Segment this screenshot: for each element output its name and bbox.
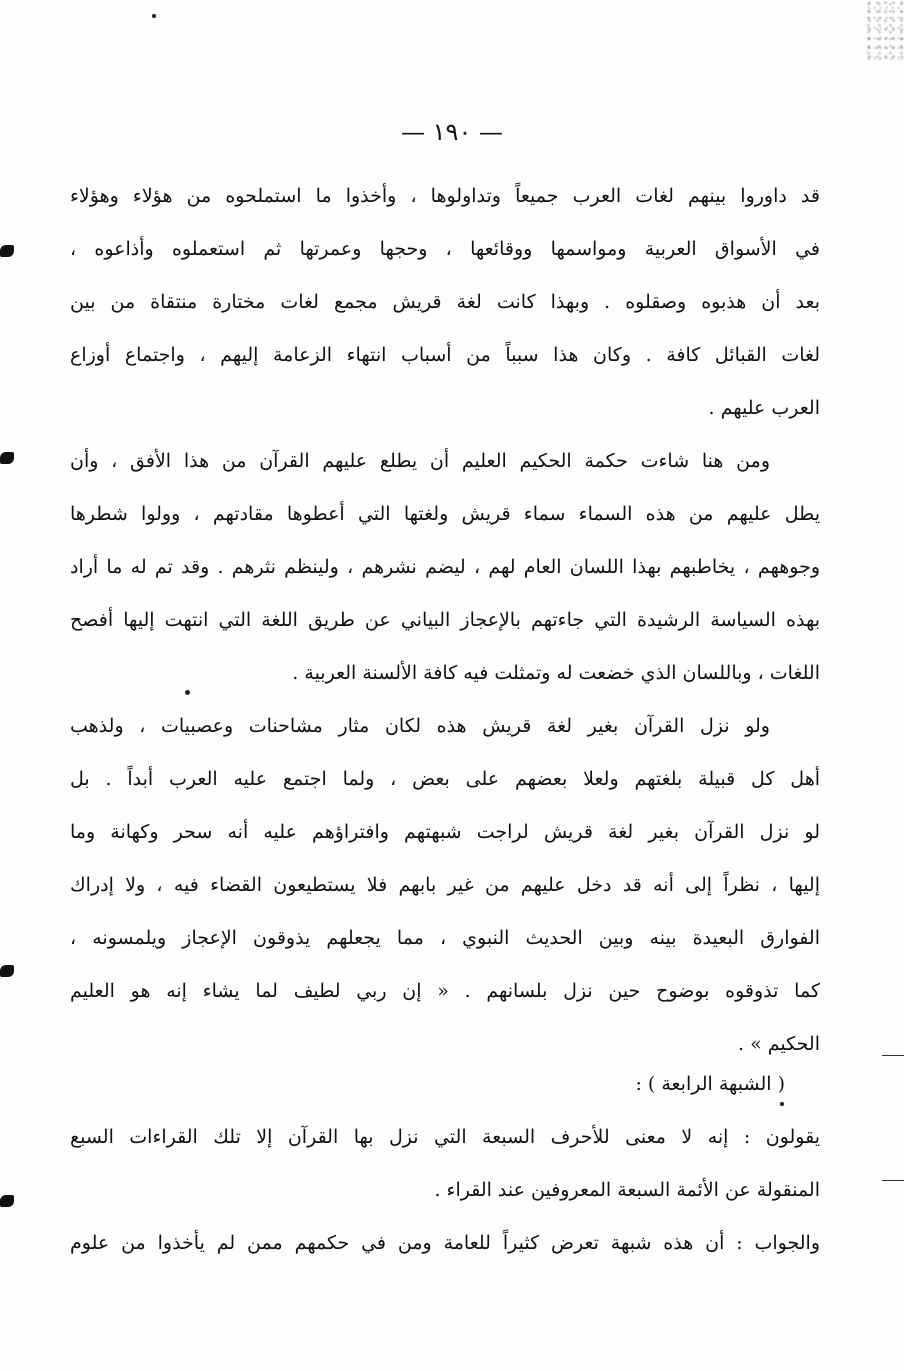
section-heading: ( الشبهة الرابعة ) : [635, 1073, 785, 1095]
scan-speck [152, 14, 156, 18]
scan-corner-noise [864, 0, 904, 60]
margin-blot [0, 1195, 14, 1207]
paragraph-1-line-4: لغات القبائل كافة . وكان هذا سبباً من أسباب انتهاء الزعامة إليهم ، واجتماع أوزاع [70, 344, 820, 366]
scan-speck [780, 1102, 784, 1106]
paragraph-3-line-5: الفوارق البعيدة بينه وبين الحديث النبوي ، مما يجعلهم يذوقون الإعجاز ويلمسونه ، [70, 927, 820, 949]
paragraph-5-line-1: والجواب : أن هذه شبهة تعرض كثيراً للعامة ومن في حكمهم ممن لم يأخذوا من علوم [70, 1232, 820, 1254]
paragraph-1-line-3: بعد أن هذبوه وصقلوه . وبهذا كانت لغة قريش مجمع لغات مختارة منتقاة من بين [70, 291, 820, 313]
paragraph-3-line-6: كما تذوقوه بوضوح حين نزل بلسانهم . « إن ربي لطيف لما يشاء إنه هو العليم [70, 980, 820, 1002]
paragraph-2-line-1: ومن هنا شاءت حكمة الحكيم العليم أن يطلع عليهم القرآن من هذا الأفق ، وأن [70, 450, 770, 472]
page-number: — ١٩٠ — [401, 118, 503, 146]
paragraph-3-line-4: إليها ، نظراً إلى أنه قد دخل عليهم من غير بابهم فلا يستطيعون القضاء فيه ، ولا إدراك [70, 874, 820, 896]
margin-blot [0, 965, 14, 977]
margin-blot [0, 245, 14, 257]
paragraph-2-line-5: اللغات ، وباللسان الذي خضعت له وتمثلت فيه كافة الألسنة العربية . [292, 662, 820, 684]
paragraph-4-line-2: المنقولة عن الأئمة السبعة المعروفين عند القراء . [434, 1179, 820, 1201]
paragraph-3-line-1: ولو نزل القرآن بغير لغة قريش هذه لكان مثار مشاحنات وعصبيات ، ولذهب [70, 715, 770, 737]
paragraph-2-line-4: بهذه السياسة الرشيدة التي جاءتهم بالإعجاز البياني عن طريق اللغة التي انتهت إليها أفصح [70, 609, 820, 631]
paragraph-1-line-5: العرب عليهم . [708, 397, 820, 419]
paragraph-1-line-2: في الأسواق العربية ومواسمها ووقائعها ، وحجها وعمرتها ثم استعملوه وأذاعوه ، [70, 238, 820, 260]
margin-blot [0, 452, 14, 464]
paragraph-3-line-2: أهل كل قبيلة بلغتهم ولعلا بعضهم على بعض ، ولما اجتمع عليه العرب أبداً . بل [70, 768, 820, 790]
paragraph-2-line-3: وجوههم ، يخاطبهم بهذا اللسان العام لهم ، ليضم نشرهم ، ولينظم نثرهم . وقد تم له ما أراد [70, 556, 820, 578]
paragraph-3-line-3: لو نزل القرآن بغير لغة قريش لراجت شبهتهم وافتراؤهم عليه أنه سحر وكهانة وما [70, 821, 820, 843]
body-text [70, 182, 820, 1282]
paragraph-4-line-1: يقولون : إنه لا معنى للأحرف السبعة التي نزل بها القرآن إلا تلك القراءات السبع [70, 1126, 820, 1148]
scan-edge-mark [882, 1055, 904, 1056]
paragraph-3-line-7: الحكيم » . [738, 1033, 820, 1055]
paragraph-1-line-1: قد داوروا بينهم لغات العرب جميعاً وتداولوها ، وأخذوا ما استملحوه من هؤلاء وهؤلاء [70, 185, 820, 207]
scan-speck [185, 690, 190, 695]
paragraph-2-line-2: يطل عليهم من هذه السماء سماء قريش ولغتها التي أعطوها مقادتهم ، وولوا شطرها [70, 503, 820, 525]
scan-edge-mark [882, 1180, 904, 1181]
